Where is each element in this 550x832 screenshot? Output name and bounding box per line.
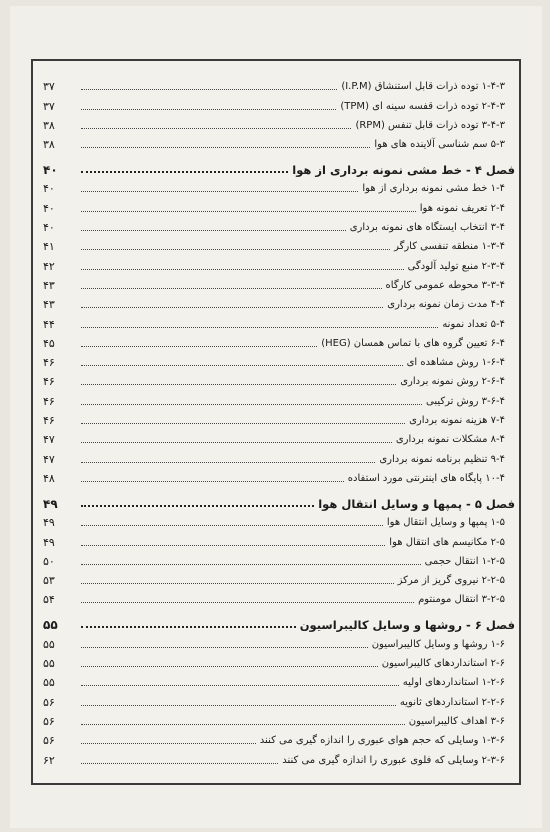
toc-row [33,447,519,466]
toc-page-number: ۴۱ [43,240,55,254]
chapter-title: فصل ۵ - پمپها و وسایل انتقال هوا [318,496,515,511]
toc-page-number: ۳۸ [43,138,55,152]
section-title: ۳-۶ اهداف کالیبراسیون [408,715,505,727]
section-title: ۹-۴ تنظیم برنامه نمونه برداری [379,453,505,465]
dot-leader [81,582,394,584]
section-title: ۷-۴ هزینه نمونه برداری [409,415,505,427]
dot-leader [81,625,296,628]
section-title: ۶-۴ تعیین گروه های با تماس همسان (HEG) [321,337,505,349]
section-title: ۱-۴ خط مشی نمونه برداری از هوا [362,183,505,195]
section-title: ۱-۲-۵ انتقال حجمی [424,555,505,567]
dot-leader [81,684,399,686]
section-title: ۳-۶-۴ روش ترکیبی [426,395,505,407]
dot-leader [81,383,396,385]
toc-row [33,389,519,408]
toc-page-number: ۴۶ [43,356,55,370]
toc-page-number: ۴۰ [43,221,55,235]
toc-row [33,671,519,690]
section-title: ۲-۶-۴ روش نمونه برداری [400,376,505,388]
dot-leader [81,563,421,565]
toc-page-number: ۵۵ [43,657,55,671]
toc-row [33,729,519,748]
toc-row [33,293,519,312]
section-title: ۳-۲-۵ انتقال مومنتوم [418,594,505,606]
toc-page-number: ۴۶ [43,375,55,389]
toc-row [33,569,519,588]
toc-page-number: ۳۷ [43,80,55,94]
toc-page-number: ۴۹ [43,496,58,511]
section-title: ۱-۶ روشها و وسایل کالیبراسیون [371,638,505,650]
dot-leader [81,229,346,231]
dot-leader [81,544,385,546]
toc-chapter-row [33,486,519,511]
toc-row [33,312,519,331]
toc-chapter-row [33,152,519,177]
dot-leader [81,170,288,173]
section-title: ۸-۴ مشکلات نمونه برداری [395,434,505,446]
section-title: ۱-۲-۶ استانداردهای اولیه [402,677,505,689]
section-title: ۱-۳-۶ وسایلی که حجم هوای عبوری را اندازه گیری می کنند [259,735,505,747]
toc-row [33,710,519,729]
toc-page-number: ۴۹ [43,535,55,549]
toc-row [33,370,519,389]
toc-page-number: ۵۵ [43,676,55,690]
table-of-contents [31,59,521,785]
toc-row [33,351,519,370]
toc-row [33,75,519,94]
toc-list [33,75,519,768]
toc-page-number: ۴۵ [43,336,55,350]
toc-page-number: ۵۵ [43,637,55,651]
dot-leader [81,190,358,192]
toc-page-number: ۴۸ [43,471,55,485]
dot-leader [81,306,383,308]
section-title: ۳-۴-۳ توده ذرات قابل تنفس (RPM) [355,119,505,131]
toc-page-number: ۴۷ [43,452,55,466]
section-title: ۳-۳-۴ محوطه عمومی کارگاه [385,279,505,291]
dot-leader [81,326,438,328]
dot-leader [81,268,404,270]
dot-leader [81,723,405,725]
toc-row [33,748,519,767]
chapter-title: فصل ۴ - خط مشی نمونه برداری از هوا [292,163,515,178]
toc-row [33,588,519,607]
dot-leader [81,441,392,443]
toc-page-number: ۴۰ [43,182,55,196]
toc-row [33,428,519,447]
toc-page-number: ۴۶ [43,394,55,408]
toc-page-number: ۳۷ [43,99,55,113]
dot-leader [81,403,422,405]
dot-leader [81,504,314,507]
toc-row [33,409,519,428]
toc-page-number: ۴۲ [43,259,55,273]
section-title: ۱-۴-۳ توده ذرات قابل استنشاق (I.P.M) [341,81,505,93]
section-title: ۱-۵ پمپها و وسایل انتقال هوا [386,517,505,529]
toc-row [33,511,519,530]
dot-leader [81,210,416,212]
dot-leader [81,480,344,482]
toc-page-number: ۳۸ [43,118,55,132]
dot-leader [81,524,383,526]
toc-row [33,652,519,671]
section-title: ۵-۴ تعداد نمونه [442,318,505,330]
section-title: ۱-۶-۴ روش مشاهده ای [406,357,505,369]
section-title: ۲-۲-۶ استانداردهای ثانویه [399,696,505,708]
toc-row [33,235,519,254]
section-title: ۱۰-۴ پایگاه های اینترنتی مورد استفاده [347,472,505,484]
section-title: ۱-۳-۴ منطقه تنفسی کارگر [394,241,505,253]
toc-chapter-row [33,607,519,632]
section-title: ۵-۳ سم شناسی آلاینده های هوا [374,139,505,151]
section-title: ۴-۴ مدت زمان نمونه برداری [387,299,505,311]
toc-row [33,254,519,273]
dot-leader [81,762,278,764]
dot-leader [81,127,351,129]
toc-row [33,467,519,486]
toc-page-number: ۴۳ [43,278,55,292]
toc-page-number: ۵۵ [43,618,58,633]
dot-leader [81,461,375,463]
dot-leader [81,601,414,603]
section-title: ۳-۴ انتخاب ایستگاه های نمونه برداری [349,222,505,234]
dot-leader [81,665,378,667]
toc-row [33,94,519,113]
toc-row [33,632,519,651]
section-title: ۲-۳-۴ منبع تولید آلودگی [407,260,505,272]
toc-page-number: ۴۹ [43,516,55,530]
toc-row [33,133,519,152]
toc-row [33,274,519,293]
toc-page-number: ۶۲ [43,753,55,767]
toc-row [33,530,519,549]
section-title: ۲-۵ مکانیسم های انتقال هوا [389,536,505,548]
toc-row [33,690,519,709]
toc-row [33,216,519,235]
toc-page-number: ۴۳ [43,298,55,312]
toc-page-number: ۵۶ [43,714,55,728]
chapter-title: فصل ۶ - روشها و وسایل کالیبراسیون [299,618,515,633]
dot-leader [81,646,368,648]
dot-leader [81,742,256,744]
toc-page-number: ۴۶ [43,414,55,428]
dot-leader [81,108,336,110]
section-title: ۲-۴-۳ توده ذرات قفسه سینه ای (TPM) [340,100,505,112]
dot-leader [81,345,317,347]
toc-page-number: ۵۳ [43,574,55,588]
dot-leader [81,88,337,90]
toc-page-number: ۵۴ [43,593,55,607]
dot-leader [81,248,390,250]
section-title: ۲-۶ استانداردهای کالیبراسیون [381,658,505,670]
section-title: ۲-۴ تعریف نمونه هوا [419,202,505,214]
toc-row [33,196,519,215]
section-title: ۲-۲-۵ نیروی گریز از مرکز [397,575,505,587]
dot-leader [81,364,403,366]
toc-page-number: ۵۶ [43,734,55,748]
dot-leader [81,287,382,289]
toc-page-number: ۴۰ [43,163,58,178]
section-title: ۲-۳-۶ وسایلی که فلوی عبوری را اندازه گیری می کنند [282,754,505,766]
toc-row [33,114,519,133]
dot-leader [81,146,370,148]
toc-row [33,177,519,196]
toc-page-number: ۴۷ [43,433,55,447]
toc-row [33,332,519,351]
toc-page-number: ۵۶ [43,695,55,709]
toc-page-number: ۴۰ [43,201,55,215]
toc-row [33,550,519,569]
toc-page-number: ۴۴ [43,317,55,331]
dot-leader [81,704,396,706]
toc-page-number: ۵۰ [43,554,55,568]
dot-leader [81,422,405,424]
